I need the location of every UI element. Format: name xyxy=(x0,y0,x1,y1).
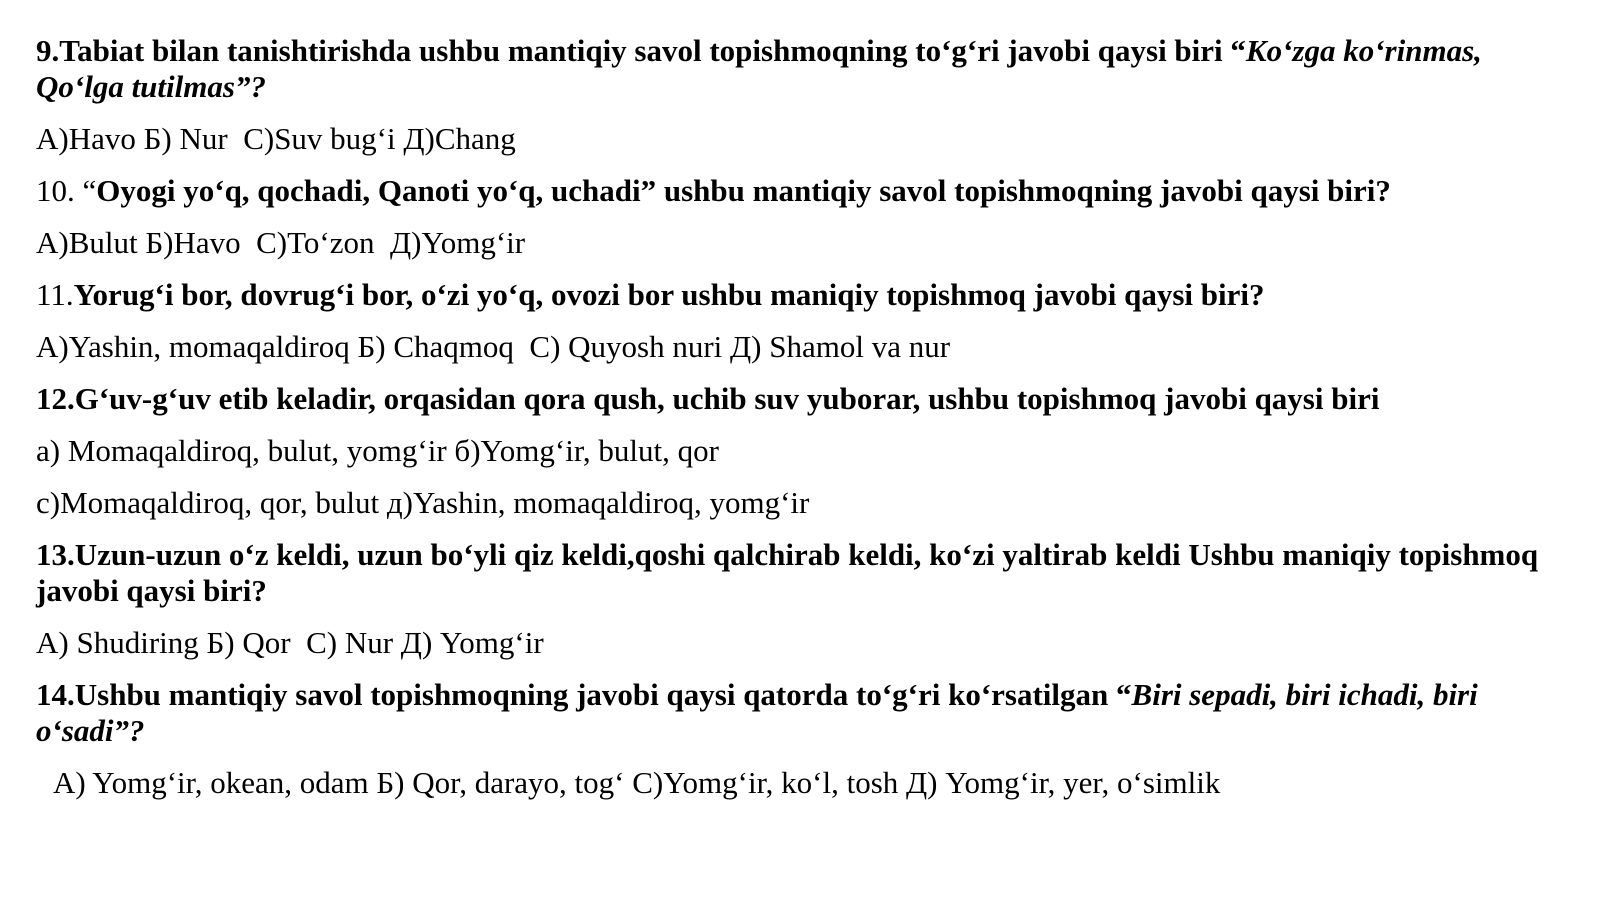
question-9-end: ”? xyxy=(234,69,266,104)
answers-11: A)Yashin, momaqaldiroq Б) Chaqmoq C) Quyosh nuri Д) Shamol va nur xyxy=(36,329,951,364)
question-11-number: 11. xyxy=(36,277,74,312)
question-14-riddle: Biri sepadi, biri ichadi, biri o‘sadi xyxy=(36,677,1478,748)
answers-12-line-2: c)Momaqaldiroq, qor, bulut д)Yashin, momaqaldiroq, yomg‘ir xyxy=(36,485,810,520)
question-14-end: ”? xyxy=(113,713,145,748)
question-14-text: 14.Ushbu mantiqiy savol topishmoqning javobi qaysi qatorda to‘g‘ri ko‘rsatilgan “ xyxy=(36,677,1132,712)
question-11 xyxy=(36,277,1576,313)
question-11-text: Yorug‘i bor, dovrug‘i bor, o‘zi yo‘q, ovozi bor ushbu maniqiy topishmoq javobi qaysi biri? xyxy=(73,277,1265,312)
question-10 xyxy=(36,173,1576,209)
question-9-riddle: Ko‘zga ko‘rinmas, Qo‘lga tutilmas xyxy=(36,33,1482,104)
question-13-text: 13.Uzun-uzun o‘z keldi, uzun bo‘yli qiz keldi,qoshi qalchirab keldi, ko‘zi yaltirab keldi Ushbu maniqiy topishmoq javobi qaysi biri? xyxy=(36,537,1539,608)
answers-13: A) Shudiring Б) Qor C) Nur Д) Yomg‘ir xyxy=(36,625,544,660)
question-10-text: Oyogi yo‘q, qochadi, Qanoti yo‘q, uchadi” ushbu mantiqiy savol topishmoqning javobi qaysi biri? xyxy=(96,173,1391,208)
quiz-document xyxy=(36,33,1576,817)
answers-10: A)Bulut Б)Havo C)To‘zon Д)Yomg‘ir xyxy=(36,225,526,260)
answers-12-line-1: a) Momaqaldiroq, bulut, yomg‘ir б)Yomg‘ir, bulut, qor xyxy=(36,433,719,468)
question-9 xyxy=(36,33,1576,105)
answers-14: A) Yomg‘ir, okean, odam Б) Qor, darayo, tog‘ C)Yomg‘ir, ko‘l, tosh Д) Yomg‘ir, yer, o‘simlik xyxy=(53,765,1221,800)
question-12-text: 12.G‘uv-g‘uv etib keladir, orqasidan qora qush, uchib suv yuborar, ushbu topishmoq javobi qaysi biri xyxy=(36,381,1380,416)
answers-9: A)Havo Б) Nur C)Suv bug‘i Д)Chang xyxy=(36,121,516,156)
question-9-text: 9.Tabiat bilan tanishtirishda ushbu mantiqiy savol topishmoqning to‘g‘ri javobi qaysi biri “ xyxy=(36,33,1246,68)
question-14 xyxy=(36,677,1576,749)
question-13 xyxy=(36,537,1576,609)
question-10-number: 10. “ xyxy=(36,173,97,208)
question-12 xyxy=(36,381,1576,417)
